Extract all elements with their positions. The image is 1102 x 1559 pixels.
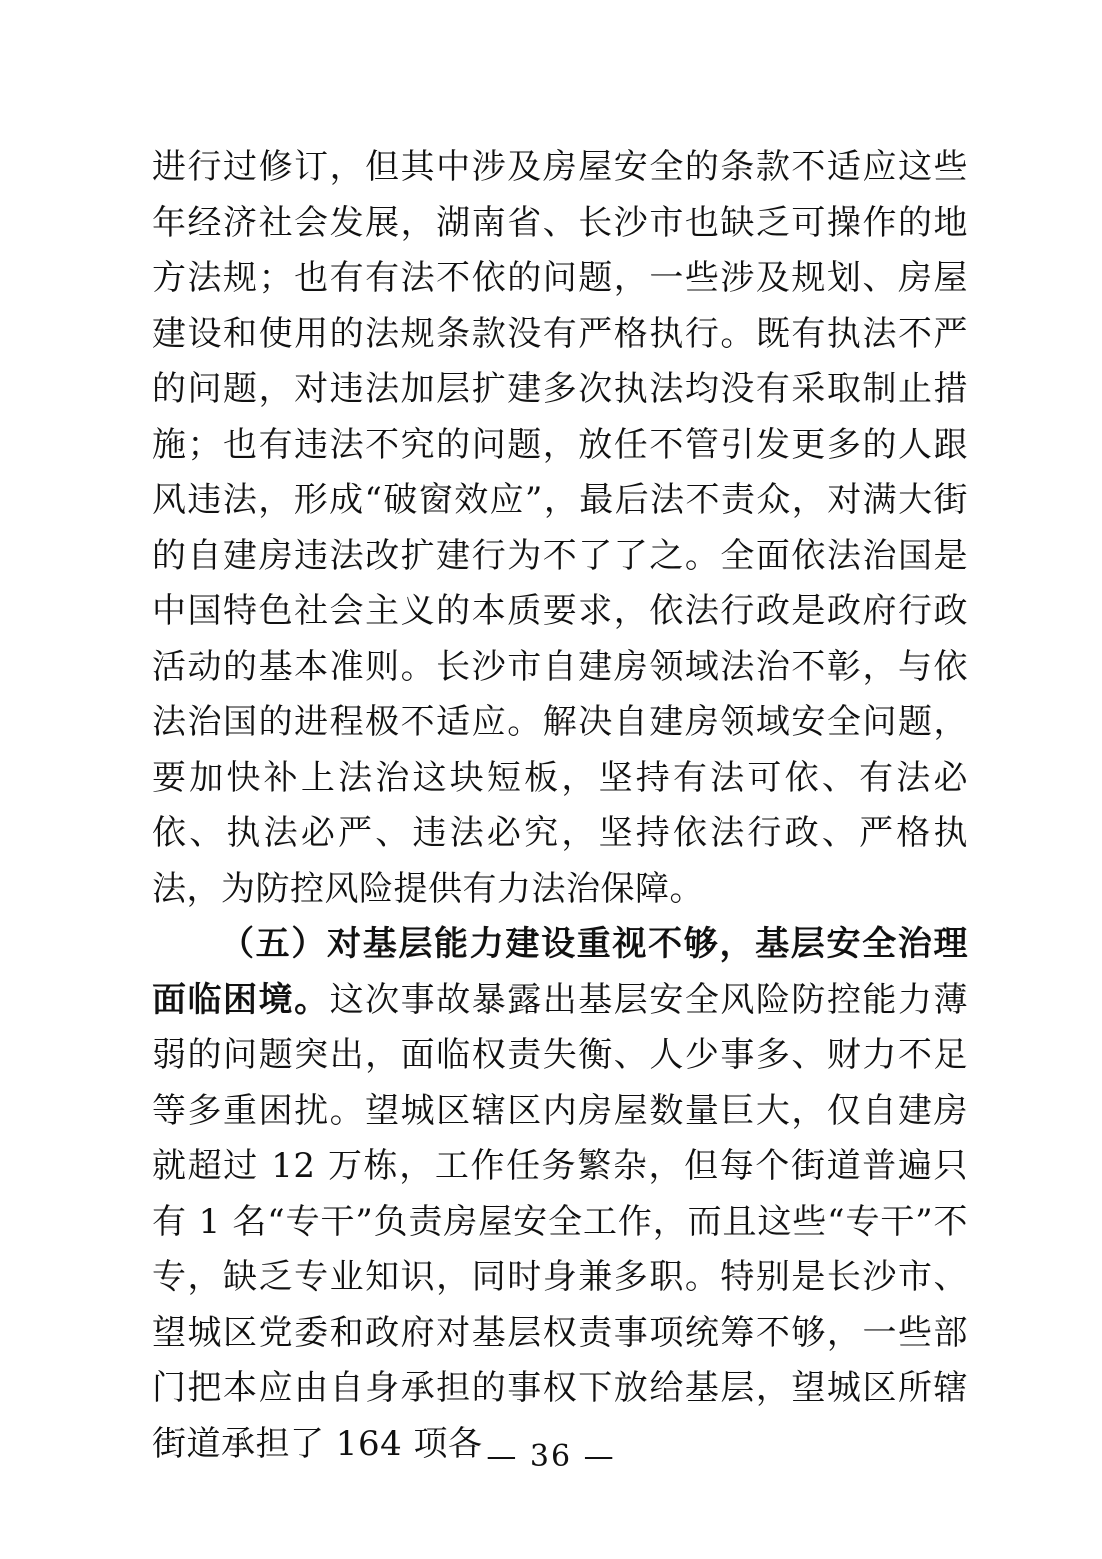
section-heading: （五）对基层能力建设重视不够，基层安全治理面临困境。: [152, 924, 968, 1020]
paragraph-section-five: [152, 917, 968, 1472]
page-number: [0, 1437, 1102, 1477]
paragraph-continuation: [152, 140, 968, 917]
paragraph-text: 进行过修订，但其中涉及房屋安全的条款不适应这些年经济社会发展，湖南省、长沙市也缺乏可操作的地方法规；也有有法不依的问题，一些涉及规划、房屋建设和使用的法规条款没有严格执行。既有执法不严的问题，对违法加层扩建多次执法均没有采取制止措施；也有违法不究的问题，放任不管引发更多的人跟风违法，形成“破窗效应”，最后法不责众，对满大街的自建房违法改扩建行为不了了之。全面依法治国是中国特色社会主义的本质要求，依法行政是政府行政活动的基本准则。长沙市自建房领域法治不彰，与依法治国的进程极不适应。解决自建房领域安全问题，要加快补上法治这块短板，坚持有法可依、有法必依、执法必严、违法必究，坚持依法行政、严格执法，为防控风险提供有力法治保障。: [152, 147, 968, 909]
page-number-text: — 36 —: [486, 1439, 616, 1474]
text-block: [152, 140, 968, 1472]
paragraph-text: 这次事故暴露出基层安全风险防控能力薄弱的问题突出，面临权责失衡、人少事多、财力不足等多重困扰。望城区辖区内房屋数量巨大，仅自建房就超过 12 万栋，工作任务繁杂，但每个街道普遍只有 1 名“专干”负责房屋安全工作，而且这些“专干”不专，缺乏专业知识，同时身兼多职。特别是长沙市、望城区党委和政府对基层权责事项统筹不够，一些部门把本应由自身承担的事权下放给基层，望城区所辖街道承担了 164 项各: [152, 979, 969, 1464]
